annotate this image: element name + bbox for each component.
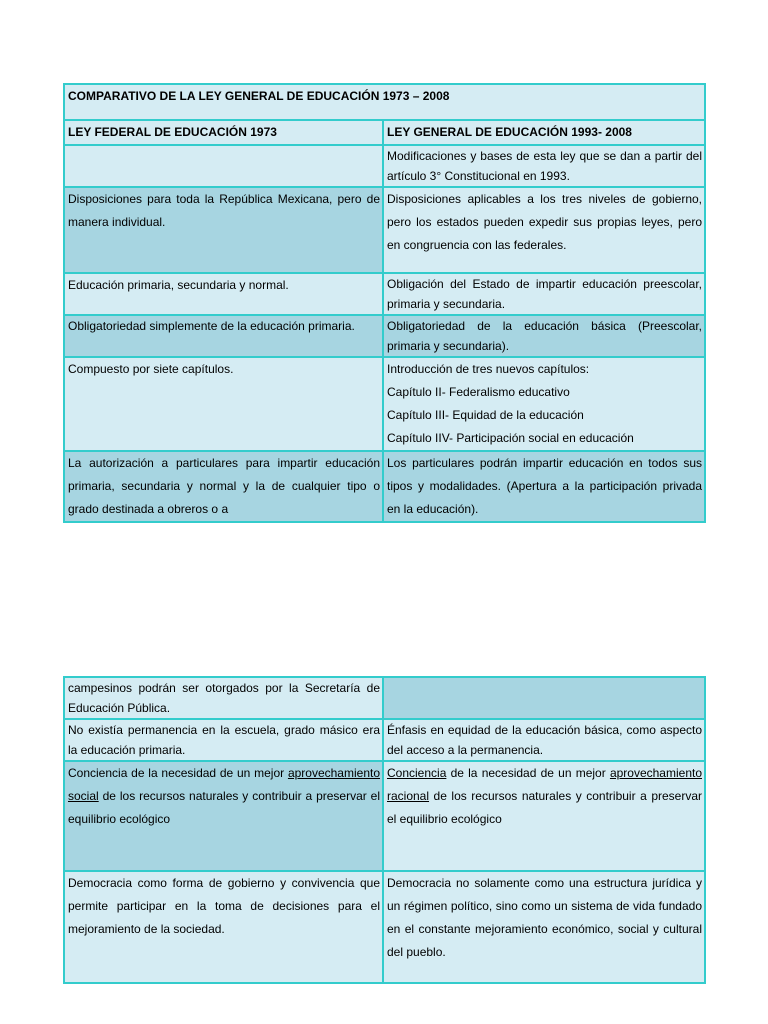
cell-right: Énfasis en equidad de la educación básica, como aspecto del acceso a la permanencia. [383,719,705,761]
comparison-table-part2 [63,676,706,984]
cell-right: Los particulares podrán impartir educación en todos sus tipos y modalidades. (Apertura a la participación privada en la educación). [383,451,705,522]
chapter-line: Capítulo III- Equidad de la educación [387,408,584,422]
cell-left: Disposiciones para toda la República Mexicana, pero de manera individual. [64,187,383,273]
header-ley-federal-1973: LEY FEDERAL DE EDUCACIÓN 1973 [64,120,383,145]
cell-left: No existía permanencia en la escuela, grado másico era la educación primaria. [64,719,383,761]
chapter-line: Introducción de tres nuevos capítulos: [387,362,590,376]
chapter-line: Capítulo IIV- Participación social en educación [387,431,634,445]
cell-left: campesinos podrán ser otorgados por la Secretaría de Educación Pública. [64,677,383,719]
chapter-line: Capítulo II- Federalismo educativo [387,385,570,399]
underlined-text: aprovechamiento racional [387,766,702,803]
cell-left: Obligatoriedad simplemente de la educación primaria. [64,315,383,357]
cell-left [64,761,383,871]
cell-left: Democracia como forma de gobierno y convivencia que permite participar en la toma de decisiones para el mejoramiento de la sociedad. [64,871,383,983]
cell-left: Educación primaria, secundaria y normal. [64,273,383,315]
comparison-table-part1 [63,83,706,523]
cell-right: Obligatoriedad de la educación básica (Preescolar, primaria y secundaria). [383,315,705,357]
cell-right: Modificaciones y bases de esta ley que se dan a partir del artículo 3° Constitucional en 1993. [383,145,705,187]
text: de la necesidad de un mejor [446,766,610,780]
cell-left: Compuesto por siete capítulos. [64,357,383,451]
cell-right [383,761,705,871]
cell-right: Obligación del Estado de impartir educación preescolar, primaria y secundaria. [383,273,705,315]
text: de los recursos naturales y contribuir a preservar el equilibrio ecológico [68,789,380,826]
cell-right [383,677,705,719]
cell-right [383,357,705,451]
text: de los recursos naturales y contribuir a preservar el equilibrio ecológico [387,789,702,826]
header-ley-general-1993-2008: LEY GENERAL DE EDUCACIÓN 1993- 2008 [383,120,705,145]
cell-left: La autorización a particulares para impartir educación primaria, secundaria y normal y la de cualquier tipo o grado destinada a obreros o a [64,451,383,522]
cell-right: Democracia no solamente como una estructura jurídica y un régimen político, sino como un sistema de vida fundado en el constante mejoramiento económico, social y cultural del pueblo. [383,871,705,983]
cell-right: Disposiciones aplicables a los tres niveles de gobierno, pero los estados pueden expedir sus propias leyes, pero en congruencia con las federales. [383,187,705,273]
table-title: COMPARATIVO DE LA LEY GENERAL DE EDUCACIÓN 1973 – 2008 [64,84,705,120]
text: Conciencia de la necesidad de un mejor [68,766,288,780]
underlined-text: aprovechamiento social [68,766,380,803]
cell-left [64,145,383,187]
underlined-text: Conciencia [387,766,447,780]
